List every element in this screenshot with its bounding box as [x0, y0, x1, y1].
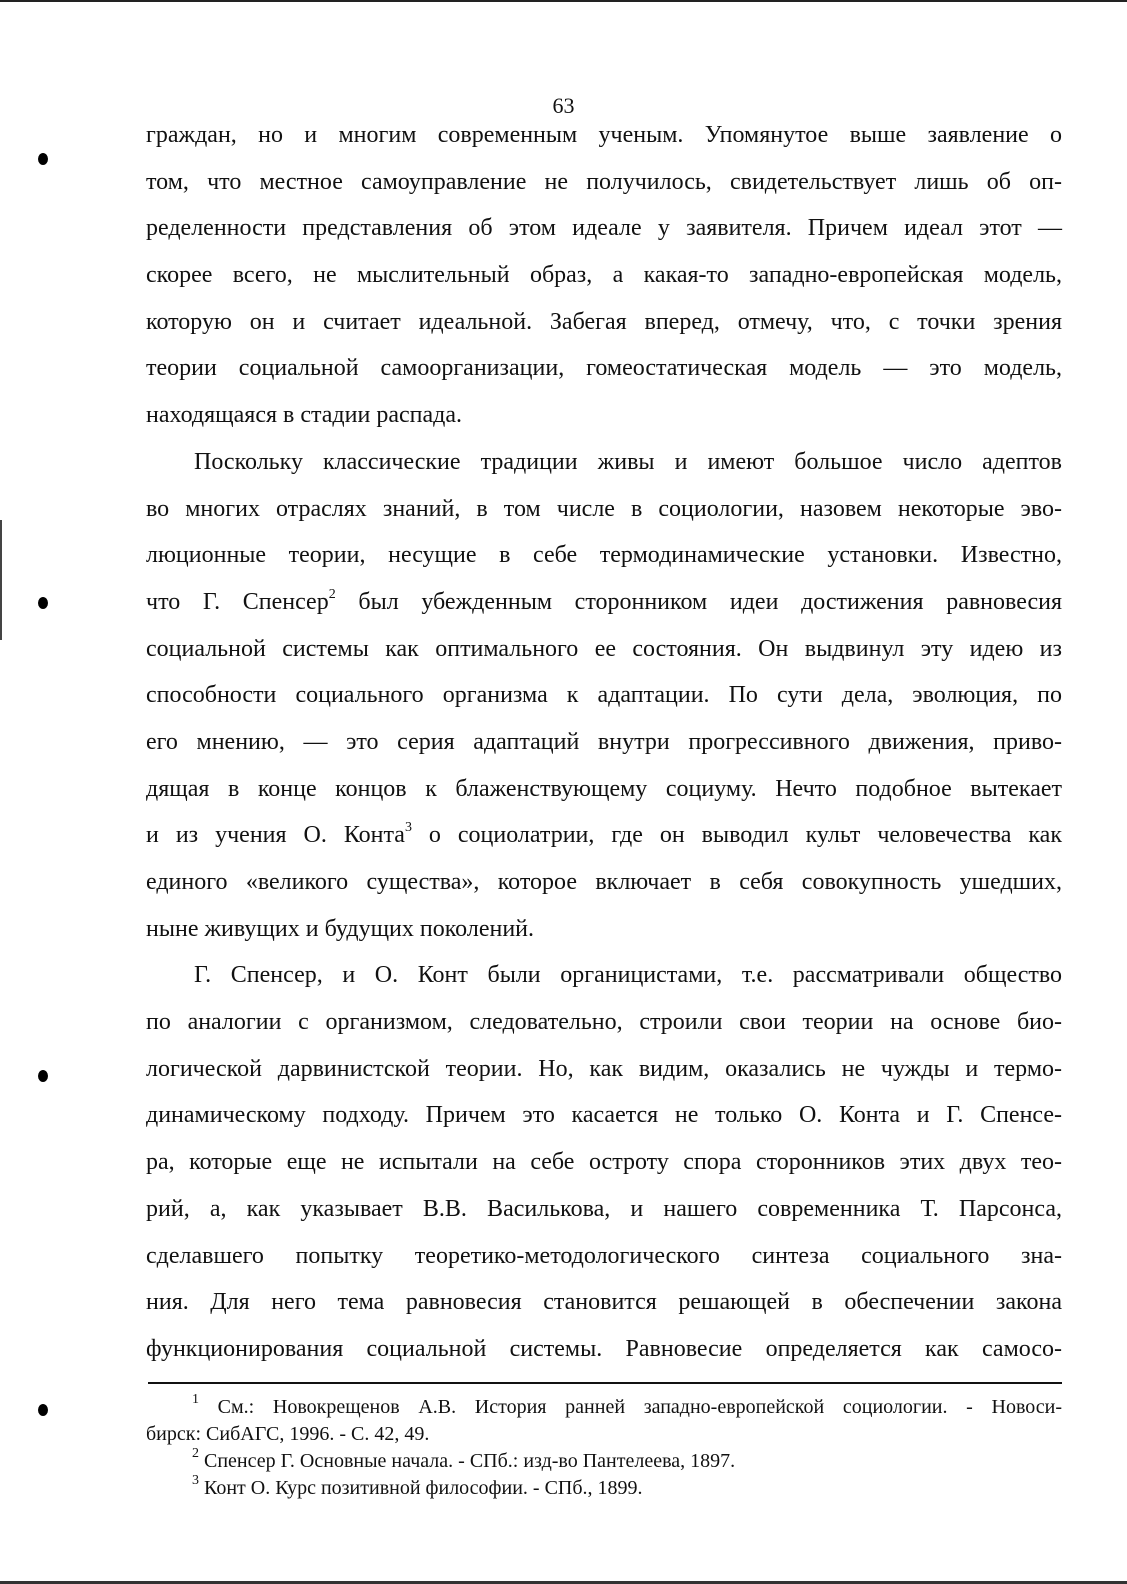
text-line: логической дарвинистской теории. Но, как видим, оказались не чужды и термо-	[146, 1055, 1062, 1082]
text-line: ния. Для него тема равновесия становится решающей в обеспечении закона	[146, 1289, 1062, 1316]
text-line: теории социальной самоорганизации, гомеостатическая модель — это модель,	[146, 355, 1062, 382]
text-segment: и из учения О. Конта	[146, 822, 405, 849]
text-line: во многих отраслях знаний, в том числе в социологии, назовем некоторые эво-	[146, 495, 1062, 522]
main-text	[146, 112, 1062, 1373]
text-line: ра, которые еще не испытали на себе остроту спора сторонников этих двух тео-	[146, 1149, 1062, 1176]
text-line: динамическому подходу. Причем это касается не только О. Конта и Г. Спенсе-	[146, 1102, 1062, 1129]
footnote-mark: 3	[192, 1473, 199, 1489]
text-line: его мнению, — это серия адаптаций внутри прогрессивного движения, приво-	[146, 728, 1062, 755]
text-line: рий, а, как указывает В.В. Василькова, и нашего современника Т. Парсонса,	[146, 1195, 1062, 1222]
text-line	[146, 579, 1062, 626]
text-line: единого «великого существа», которое включает в себя совокупность ушедших,	[146, 869, 1062, 895]
footnote-1-continuation: бирск: СибАГС, 1996. - С. 42, 49.	[146, 1423, 430, 1445]
footnote-text: Спенсер Г. Основные начала. - СПб.: изд-во Пантелеева, 1897.	[199, 1450, 736, 1472]
text-line: функционирования социальной системы. Равновесие определяется как самосо-	[146, 1335, 1062, 1362]
text-line: ныне живущих и будущих поколений.	[146, 915, 535, 942]
text-line: способности социального организма к адаптации. По сути дела, эволюция, по	[146, 682, 1062, 709]
text-line: люционные теории, несущие в себе термодинамические установки. Известно,	[146, 542, 1062, 569]
page-number: 63	[552, 93, 575, 118]
scan-top-edge	[0, 0, 1127, 2]
footnote-mark: 1	[192, 1392, 199, 1408]
punch-hole-mark	[38, 153, 48, 165]
footnote-2	[146, 1448, 1062, 1475]
text-segment: о социолатрии, где он выводил культ человечества как	[411, 822, 1062, 849]
footnote-text: Конт О. Курс позитивной философии. - СПб., 1899.	[199, 1477, 643, 1499]
text-line: Поскольку классические традиции живы и имеют большое число адептов	[194, 448, 1062, 475]
punch-hole-mark	[38, 1404, 48, 1416]
footnote-3	[146, 1475, 1062, 1502]
footnote-ref-2[interactable]: 2	[328, 586, 336, 602]
text-line	[146, 812, 1062, 859]
text-line: социальной системы как оптимального ее состояния. Он выдвинул эту идею из	[146, 635, 1062, 662]
footnote-text: См.: Новокрещенов А.В. История ранней западно-европейской социологии. - Новоси-	[199, 1396, 1062, 1418]
text-line: сделавшего попытку теоретико-методологического синтеза социального зна-	[146, 1242, 1062, 1269]
text-line: дящая в конце концов к блаженствующему социуму. Нечто подобное вытекает	[146, 775, 1062, 802]
text-segment: что Г. Спенсер	[146, 588, 329, 615]
text-line: Г. Спенсер, и О. Конт были органицистами, т.е. рассматривали общество	[194, 962, 1062, 989]
text-line: которую он и считает идеальной. Забегая вперед, отмечу, что, с точки зрения	[146, 308, 1062, 335]
text-line: по аналогии с организмом, следовательно, строили свои теории на основе био-	[146, 1009, 1062, 1036]
text-line: находящаяся в стадии распада.	[146, 402, 462, 429]
footnote-1	[146, 1394, 1062, 1421]
punch-hole-mark	[38, 1070, 48, 1082]
text-segment: был убежденным сторонником идеи достижения равновесия	[335, 588, 1062, 615]
footnotes	[146, 1394, 1062, 1502]
text-line: том, что местное самоуправление не получилось, свидетельствует лишь об оп-	[146, 168, 1062, 195]
text-line: граждан, но и многим современным ученым. Упомянутое выше заявление о	[146, 122, 1062, 148]
punch-hole-mark	[38, 597, 48, 609]
footnote-mark: 2	[192, 1446, 199, 1462]
footnote-separator	[148, 1382, 1062, 1384]
text-line: скорее всего, не мыслительный образ, а какая-то западно-европейская модель,	[146, 262, 1062, 289]
text-line: ределенности представления об этом идеале у заявителя. Причем идеал этот —	[146, 215, 1062, 242]
footnote-ref-3[interactable]: 3	[404, 820, 412, 836]
scan-left-edge	[0, 520, 2, 640]
